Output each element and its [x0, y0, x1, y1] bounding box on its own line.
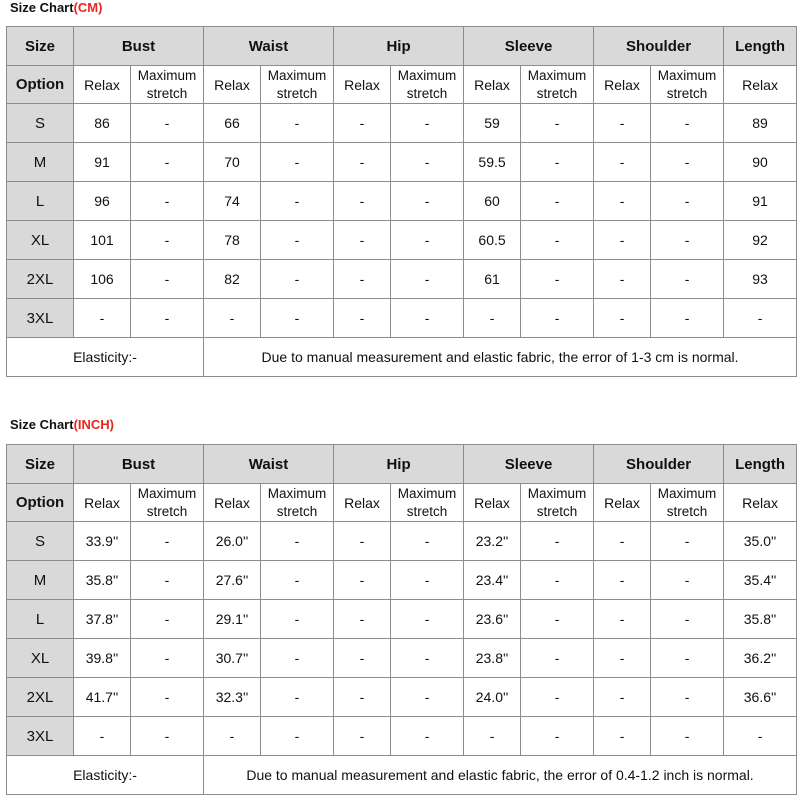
value-cell: -: [651, 561, 724, 600]
size-chart-cm-table: [6, 26, 797, 377]
value-cell: -: [391, 143, 464, 182]
value-cell: 29.1'': [204, 600, 261, 639]
size-chart-inch-table: [6, 444, 797, 795]
maximum-stretch-subheader: Maximum stretch: [131, 66, 204, 104]
value-cell: -: [261, 182, 334, 221]
size-label-cell: XL: [7, 221, 74, 260]
title-prefix: Size Chart: [10, 0, 74, 15]
value-cell: -: [724, 717, 797, 756]
value-cell: -: [594, 104, 651, 143]
value-cell: -: [131, 717, 204, 756]
size-label-cell: S: [7, 522, 74, 561]
column-group-header: Waist: [204, 445, 334, 484]
value-cell: -: [391, 182, 464, 221]
column-group-header: Length: [724, 27, 797, 66]
value-cell: -: [594, 561, 651, 600]
value-cell: -: [334, 299, 391, 338]
value-cell: -: [521, 600, 594, 639]
value-cell: -: [594, 678, 651, 717]
value-cell: -: [391, 260, 464, 299]
value-cell: 106: [74, 260, 131, 299]
value-cell: -: [651, 522, 724, 561]
value-cell: -: [651, 600, 724, 639]
value-cell: -: [334, 561, 391, 600]
maximum-stretch-subheader: Maximum stretch: [651, 66, 724, 104]
column-group-header: Hip: [334, 27, 464, 66]
table-row: [7, 522, 797, 561]
value-cell: -: [131, 299, 204, 338]
subheader-row: [7, 484, 797, 522]
column-group-header: Waist: [204, 27, 334, 66]
value-cell: -: [521, 182, 594, 221]
size-label-cell: M: [7, 143, 74, 182]
header-row: [7, 445, 797, 484]
option-header: Option: [7, 66, 74, 104]
value-cell: -: [594, 717, 651, 756]
value-cell: -: [204, 299, 261, 338]
value-cell: -: [261, 104, 334, 143]
option-header: Option: [7, 484, 74, 522]
value-cell: 90: [724, 143, 797, 182]
value-cell: -: [521, 104, 594, 143]
value-cell: 96: [74, 182, 131, 221]
value-cell: 59: [464, 104, 521, 143]
footer-row: [7, 338, 797, 377]
relax-subheader: Relax: [594, 66, 651, 104]
column-group-header: Bust: [74, 27, 204, 66]
value-cell: 78: [204, 221, 261, 260]
value-cell: 70: [204, 143, 261, 182]
size-label-cell: 2XL: [7, 678, 74, 717]
value-cell: -: [521, 561, 594, 600]
value-cell: 92: [724, 221, 797, 260]
value-cell: 74: [204, 182, 261, 221]
value-cell: -: [261, 522, 334, 561]
header-row: [7, 27, 797, 66]
maximum-stretch-subheader: Maximum stretch: [521, 66, 594, 104]
value-cell: 89: [724, 104, 797, 143]
value-cell: 23.4'': [464, 561, 521, 600]
value-cell: -: [521, 221, 594, 260]
column-group-header: Shoulder: [594, 27, 724, 66]
value-cell: -: [204, 717, 261, 756]
value-cell: 66: [204, 104, 261, 143]
column-group-header: Bust: [74, 445, 204, 484]
value-cell: -: [594, 522, 651, 561]
value-cell: -: [261, 260, 334, 299]
value-cell: 91: [724, 182, 797, 221]
value-cell: 61: [464, 260, 521, 299]
column-group-header: Shoulder: [594, 445, 724, 484]
value-cell: -: [521, 678, 594, 717]
value-cell: -: [131, 182, 204, 221]
table-row: [7, 221, 797, 260]
value-cell: 23.6'': [464, 600, 521, 639]
value-cell: -: [334, 678, 391, 717]
value-cell: -: [334, 600, 391, 639]
value-cell: 101: [74, 221, 131, 260]
measurement-note: Due to manual measurement and elastic fabric, the error of 0.4-1.2 inch is normal.: [204, 756, 797, 795]
value-cell: -: [261, 143, 334, 182]
value-cell: -: [334, 522, 391, 561]
maximum-stretch-subheader: Maximum stretch: [391, 66, 464, 104]
value-cell: -: [131, 221, 204, 260]
value-cell: -: [521, 717, 594, 756]
value-cell: -: [651, 639, 724, 678]
size-label-cell: L: [7, 600, 74, 639]
value-cell: 24.0'': [464, 678, 521, 717]
value-cell: -: [391, 221, 464, 260]
maximum-stretch-subheader: Maximum stretch: [651, 484, 724, 522]
relax-subheader: Relax: [334, 484, 391, 522]
value-cell: -: [261, 299, 334, 338]
relax-subheader: Relax: [334, 66, 391, 104]
table-row: [7, 299, 797, 338]
value-cell: -: [391, 522, 464, 561]
value-cell: -: [651, 260, 724, 299]
elasticity-cell: Elasticity:-: [7, 756, 204, 795]
value-cell: -: [334, 221, 391, 260]
value-cell: -: [521, 522, 594, 561]
value-cell: -: [651, 221, 724, 260]
table-row: [7, 639, 797, 678]
value-cell: -: [464, 717, 521, 756]
value-cell: 23.2'': [464, 522, 521, 561]
value-cell: -: [131, 639, 204, 678]
value-cell: 41.7'': [74, 678, 131, 717]
value-cell: -: [651, 182, 724, 221]
value-cell: 32.3'': [204, 678, 261, 717]
value-cell: 36.2'': [724, 639, 797, 678]
value-cell: -: [74, 717, 131, 756]
table-row: [7, 561, 797, 600]
column-group-header: Length: [724, 445, 797, 484]
value-cell: -: [391, 600, 464, 639]
value-cell: -: [521, 299, 594, 338]
value-cell: 86: [74, 104, 131, 143]
value-cell: -: [131, 522, 204, 561]
measurement-note: Due to manual measurement and elastic fabric, the error of 1-3 cm is normal.: [204, 338, 797, 377]
table-row: [7, 678, 797, 717]
value-cell: 82: [204, 260, 261, 299]
size-label-cell: L: [7, 182, 74, 221]
value-cell: 35.8'': [74, 561, 131, 600]
table-row: [7, 717, 797, 756]
value-cell: -: [594, 639, 651, 678]
value-cell: 33.9'': [74, 522, 131, 561]
value-cell: 59.5: [464, 143, 521, 182]
value-cell: 60.5: [464, 221, 521, 260]
title-unit: (CM): [73, 0, 103, 15]
value-cell: -: [334, 104, 391, 143]
size-label-cell: 3XL: [7, 717, 74, 756]
maximum-stretch-subheader: Maximum stretch: [521, 484, 594, 522]
value-cell: 30.7'': [204, 639, 261, 678]
size-chart-inch-title: [10, 417, 114, 432]
value-cell: 26.0'': [204, 522, 261, 561]
table-row: [7, 182, 797, 221]
table-row: [7, 143, 797, 182]
relax-subheader: Relax: [204, 66, 261, 104]
value-cell: -: [391, 561, 464, 600]
size-label-cell: 2XL: [7, 260, 74, 299]
value-cell: 27.6'': [204, 561, 261, 600]
value-cell: -: [261, 221, 334, 260]
value-cell: -: [594, 260, 651, 299]
elasticity-cell: Elasticity:-: [7, 338, 204, 377]
size-label-cell: S: [7, 104, 74, 143]
value-cell: -: [594, 299, 651, 338]
size-chart-cm-title: [10, 0, 102, 15]
size-label-cell: XL: [7, 639, 74, 678]
value-cell: 35.4'': [724, 561, 797, 600]
value-cell: -: [391, 717, 464, 756]
table-row: [7, 600, 797, 639]
value-cell: -: [131, 143, 204, 182]
value-cell: -: [261, 639, 334, 678]
value-cell: -: [724, 299, 797, 338]
value-cell: -: [651, 104, 724, 143]
maximum-stretch-subheader: Maximum stretch: [261, 66, 334, 104]
maximum-stretch-subheader: Maximum stretch: [391, 484, 464, 522]
value-cell: -: [391, 639, 464, 678]
size-label-cell: M: [7, 561, 74, 600]
value-cell: -: [521, 260, 594, 299]
value-cell: -: [261, 561, 334, 600]
value-cell: -: [521, 143, 594, 182]
value-cell: -: [391, 104, 464, 143]
value-cell: -: [334, 639, 391, 678]
subheader-row: [7, 66, 797, 104]
value-cell: 60: [464, 182, 521, 221]
value-cell: 36.6'': [724, 678, 797, 717]
table-row: [7, 260, 797, 299]
value-cell: -: [334, 143, 391, 182]
relax-subheader: Relax: [594, 484, 651, 522]
value-cell: -: [334, 717, 391, 756]
value-cell: -: [651, 299, 724, 338]
value-cell: -: [74, 299, 131, 338]
value-cell: 93: [724, 260, 797, 299]
value-cell: 37.8'': [74, 600, 131, 639]
value-cell: -: [521, 639, 594, 678]
value-cell: -: [131, 561, 204, 600]
size-header: Size: [7, 27, 74, 66]
value-cell: -: [131, 678, 204, 717]
size-header: Size: [7, 445, 74, 484]
relax-subheader: Relax: [204, 484, 261, 522]
value-cell: -: [131, 260, 204, 299]
value-cell: 23.8'': [464, 639, 521, 678]
relax-subheader: Relax: [724, 66, 797, 104]
value-cell: -: [261, 717, 334, 756]
value-cell: -: [651, 678, 724, 717]
value-cell: -: [261, 678, 334, 717]
value-cell: -: [651, 717, 724, 756]
value-cell: -: [131, 600, 204, 639]
relax-subheader: Relax: [724, 484, 797, 522]
maximum-stretch-subheader: Maximum stretch: [261, 484, 334, 522]
value-cell: 35.8'': [724, 600, 797, 639]
value-cell: -: [391, 299, 464, 338]
value-cell: -: [594, 600, 651, 639]
title-prefix: Size Chart: [10, 417, 74, 432]
title-unit: (INCH): [73, 417, 115, 432]
value-cell: -: [594, 221, 651, 260]
relax-subheader: Relax: [74, 484, 131, 522]
column-group-header: Sleeve: [464, 445, 594, 484]
column-group-header: Hip: [334, 445, 464, 484]
value-cell: -: [131, 104, 204, 143]
value-cell: -: [391, 678, 464, 717]
value-cell: 39.8'': [74, 639, 131, 678]
relax-subheader: Relax: [74, 66, 131, 104]
value-cell: 91: [74, 143, 131, 182]
value-cell: -: [594, 182, 651, 221]
footer-row: [7, 756, 797, 795]
table-row: [7, 104, 797, 143]
value-cell: -: [594, 143, 651, 182]
value-cell: -: [334, 260, 391, 299]
value-cell: -: [464, 299, 521, 338]
maximum-stretch-subheader: Maximum stretch: [131, 484, 204, 522]
relax-subheader: Relax: [464, 66, 521, 104]
relax-subheader: Relax: [464, 484, 521, 522]
value-cell: -: [651, 143, 724, 182]
value-cell: 35.0'': [724, 522, 797, 561]
column-group-header: Sleeve: [464, 27, 594, 66]
value-cell: -: [334, 182, 391, 221]
size-label-cell: 3XL: [7, 299, 74, 338]
value-cell: -: [261, 600, 334, 639]
